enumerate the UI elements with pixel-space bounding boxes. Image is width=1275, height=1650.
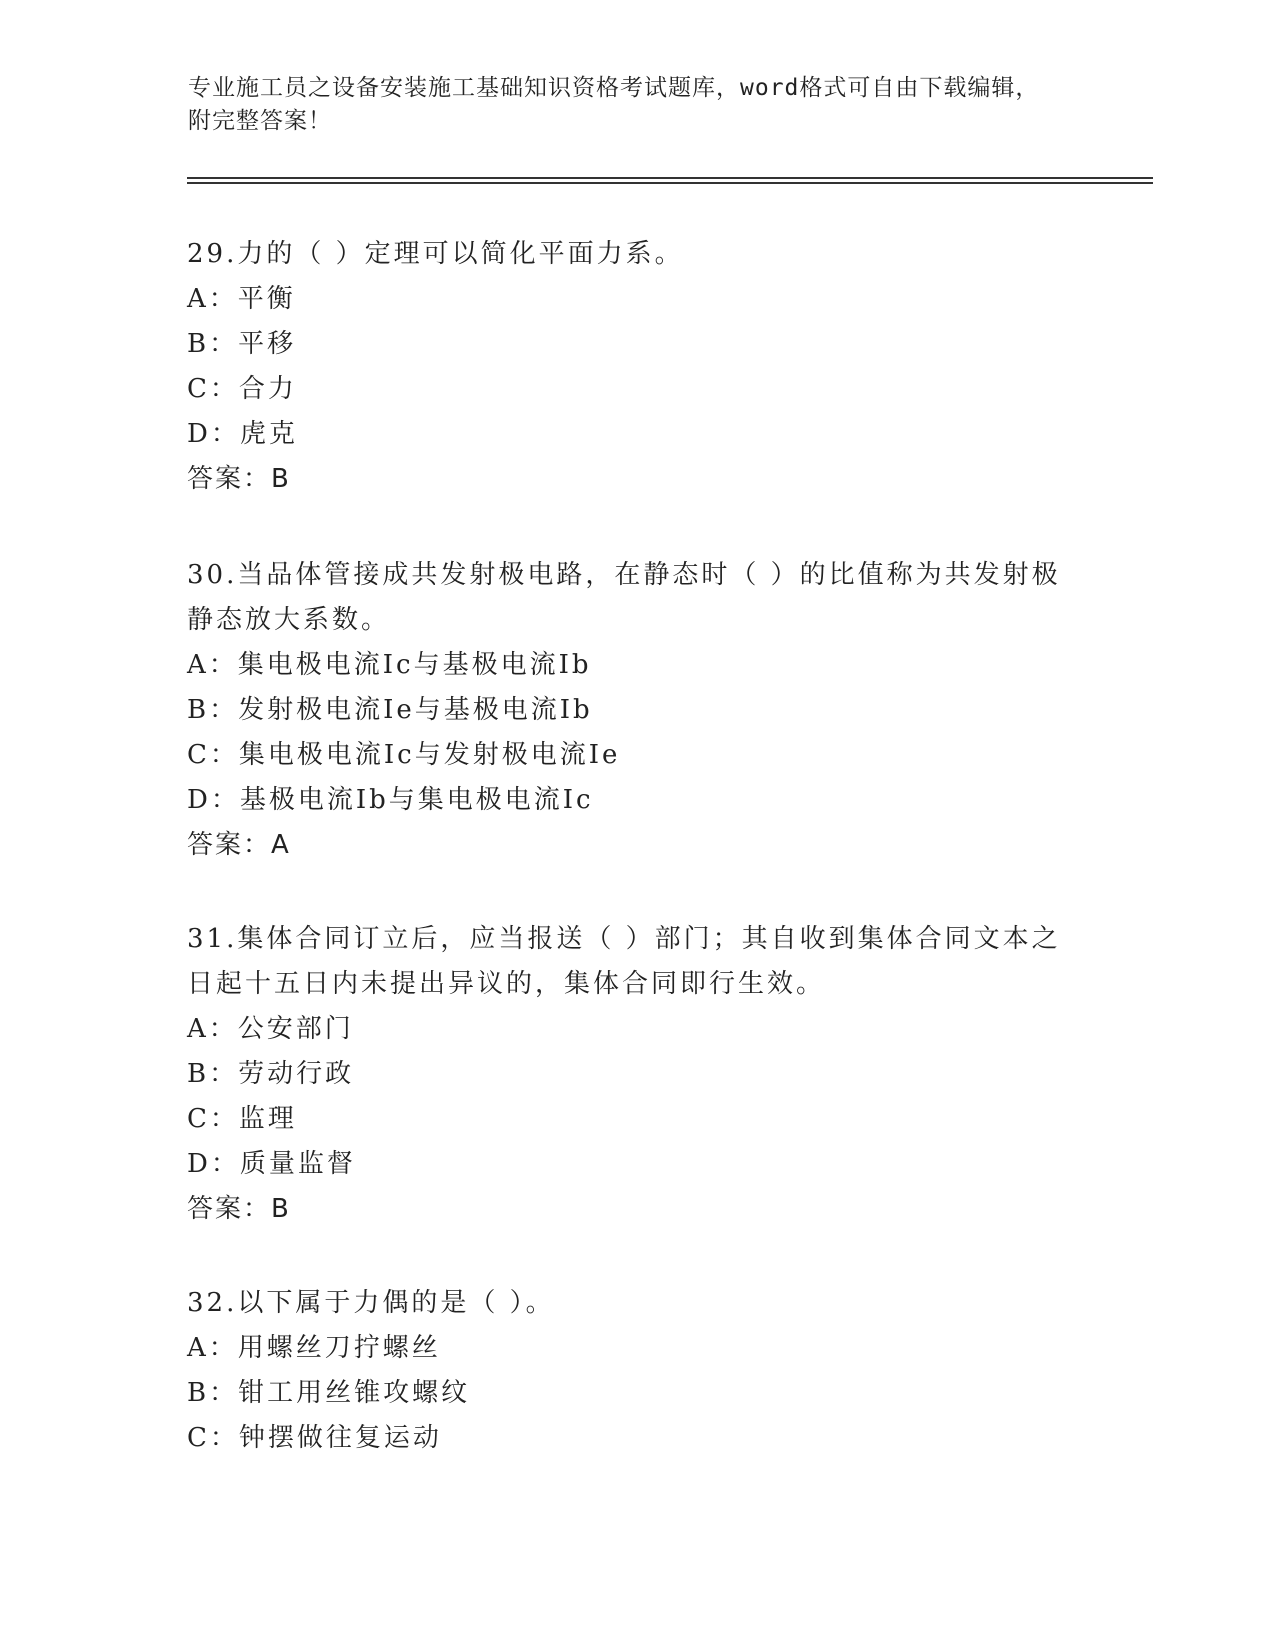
option-b: B：劳动行政 — [187, 1059, 355, 1089]
option-a: A：用螺丝刀拧螺丝 — [187, 1333, 441, 1363]
header-divider-bottom — [187, 182, 1153, 184]
answer-text: 答案：B — [187, 464, 291, 494]
option-d: D：虎克 — [187, 419, 298, 449]
option-b: B：平移 — [187, 329, 297, 359]
question-stem: 29.力的（ ）定理可以简化平面力系。 — [187, 239, 684, 269]
answer-text: 答案：B — [187, 1194, 291, 1224]
question-stem: 31.集体合同订立后，应当报送（ ）部门；其自收到集体合同文本之日起十五日内未提出异议的，集体合同即行生效。 — [187, 924, 1061, 999]
option-c: C：合力 — [187, 374, 297, 404]
option-c: C：钟摆做往复运动 — [187, 1423, 442, 1453]
option-b: B：发射极电流Ie与基极电流Ib — [187, 695, 593, 725]
header-line-1: 专业施工员之设备安装施工基础知识资格考试题库，word格式可自由下载编辑， — [188, 75, 1040, 101]
option-a: A：公安部门 — [187, 1014, 354, 1044]
question-stem: 30.当品体管接成共发射极电路，在静态时（ ）的比值称为共发射极静态放大系数。 — [187, 560, 1061, 635]
header-line-2: 附完整答案！ — [188, 108, 332, 134]
question-30 — [187, 553, 1067, 868]
option-d: D：基极电流Ib与集电极电流Ic — [187, 785, 594, 815]
option-a: A：集电极电流Ic与基极电流Ib — [187, 650, 592, 680]
question-stem: 32.以下属于力偶的是（ ）。 — [187, 1288, 555, 1318]
option-b: B：钳工用丝锥攻螺纹 — [187, 1378, 471, 1408]
document-header — [188, 72, 1088, 138]
option-c: C：集电极电流Ic与发射极电流Ie — [187, 740, 621, 770]
header-divider-top — [187, 177, 1153, 179]
option-a: A：平衡 — [187, 284, 296, 314]
answer-text: 答案：A — [187, 830, 291, 860]
question-29 — [187, 232, 1067, 502]
question-31 — [187, 917, 1067, 1232]
option-c: C：监理 — [187, 1104, 297, 1134]
option-d: D：质量监督 — [187, 1149, 356, 1179]
question-32 — [187, 1281, 1067, 1461]
